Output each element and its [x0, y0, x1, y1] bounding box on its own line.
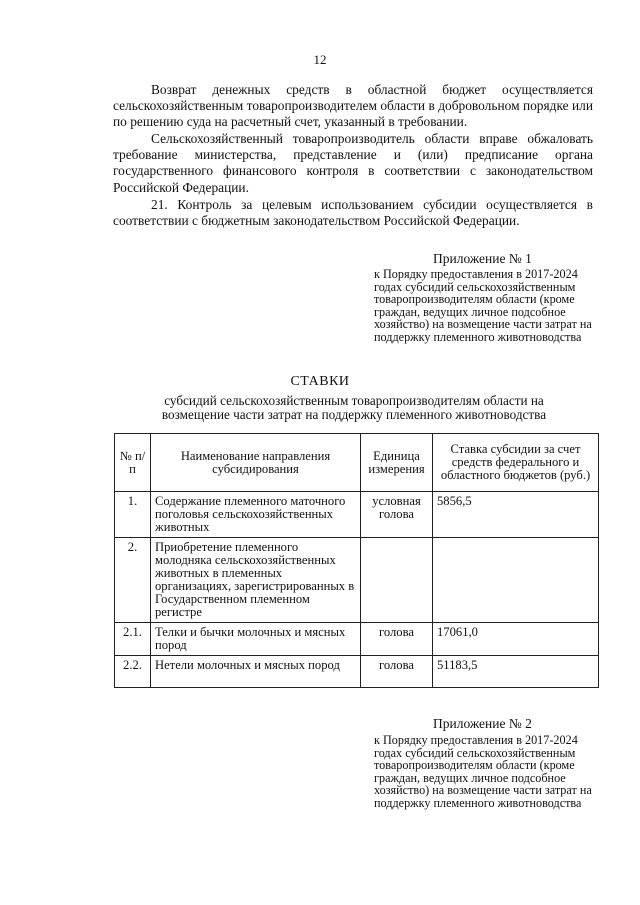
table-row	[115, 623, 599, 656]
row-name: Содержание племенного маточного поголовья сельскохозяйственных животных	[151, 492, 361, 538]
header-unit: Единица измерения	[361, 434, 433, 492]
appendix-2-title: Приложение № 2	[433, 716, 532, 731]
row-unit	[361, 538, 433, 623]
appendix-2-body: к Порядку предоставления в 2017-2024 годах субсидий сельскохозяйственным товаропроизводителям области (кроме граждан, ведущих личное подсобное хозяйство) на возмещение части затрат на поддержку племенного животноводства	[374, 733, 592, 810]
paragraph-refund: Возврат денежных средств в областной бюджет осуществляется сельскохозяйственным товаропроизводителем области в добровольном порядке или по решению суда на расчетный счет, указанный в требовании.	[113, 82, 593, 130]
row-rate: 17061,0	[433, 623, 599, 656]
table-header-row	[115, 434, 599, 492]
row-rate: 5856,5	[433, 492, 599, 538]
row-num: 2.2.	[115, 656, 151, 688]
rates-table	[114, 433, 599, 688]
row-unit: условная голова	[361, 492, 433, 538]
appendix-1-title: Приложение № 1	[433, 251, 532, 266]
appendix-1-body: к Порядку предоставления в 2017-2024 годах субсидий сельскохозяйственным товаропроизводителям области (кроме граждан, ведущих личное подсобное хозяйство) на возмещение части затрат на поддержку племенного животноводства	[374, 267, 592, 344]
row-unit: голова	[361, 656, 433, 688]
row-name: Нетели молочных и мясных пород	[151, 656, 361, 688]
header-num: № п/п	[115, 434, 151, 492]
row-num: 1.	[115, 492, 151, 538]
document-subtitle: субсидий сельскохозяйственным товаропроизводителям области на возмещение части затрат на поддержку племенного животноводства	[161, 393, 547, 423]
page-number: 12	[313, 52, 327, 67]
paragraph-control: 21. Контроль за целевым использованием субсидии осуществляется в соответствии с бюджетным законодательством Российской Федерации.	[113, 197, 593, 229]
row-num: 2.1.	[115, 623, 151, 656]
header-name: Наименование направления субсидирования	[151, 434, 361, 492]
row-rate: 51183,5	[433, 656, 599, 688]
table-row	[115, 538, 599, 623]
row-name: Приобретение племенного молодняка сельскохозяйственных животных в племенных организациях, зарегистрированных в Государственном племенном регистре	[151, 538, 361, 623]
header-rate: Ставка субсидии за счет средств федерального и областного бюджетов (руб.)	[433, 434, 599, 492]
table-row	[115, 492, 599, 538]
row-num: 2.	[115, 538, 151, 623]
row-rate	[433, 538, 599, 623]
paragraph-appeal: Сельскохозяйственный товаропроизводитель области вправе обжаловать требование министерства, представление и (или) предписание органа государственного финансового контроля в соответствии с законодательством Российской Федерации.	[113, 131, 593, 195]
document-heading: СТАВКИ	[290, 374, 350, 389]
row-name: Телки и бычки молочных и мясных пород	[151, 623, 361, 656]
table-row	[115, 656, 599, 688]
row-unit: голова	[361, 623, 433, 656]
